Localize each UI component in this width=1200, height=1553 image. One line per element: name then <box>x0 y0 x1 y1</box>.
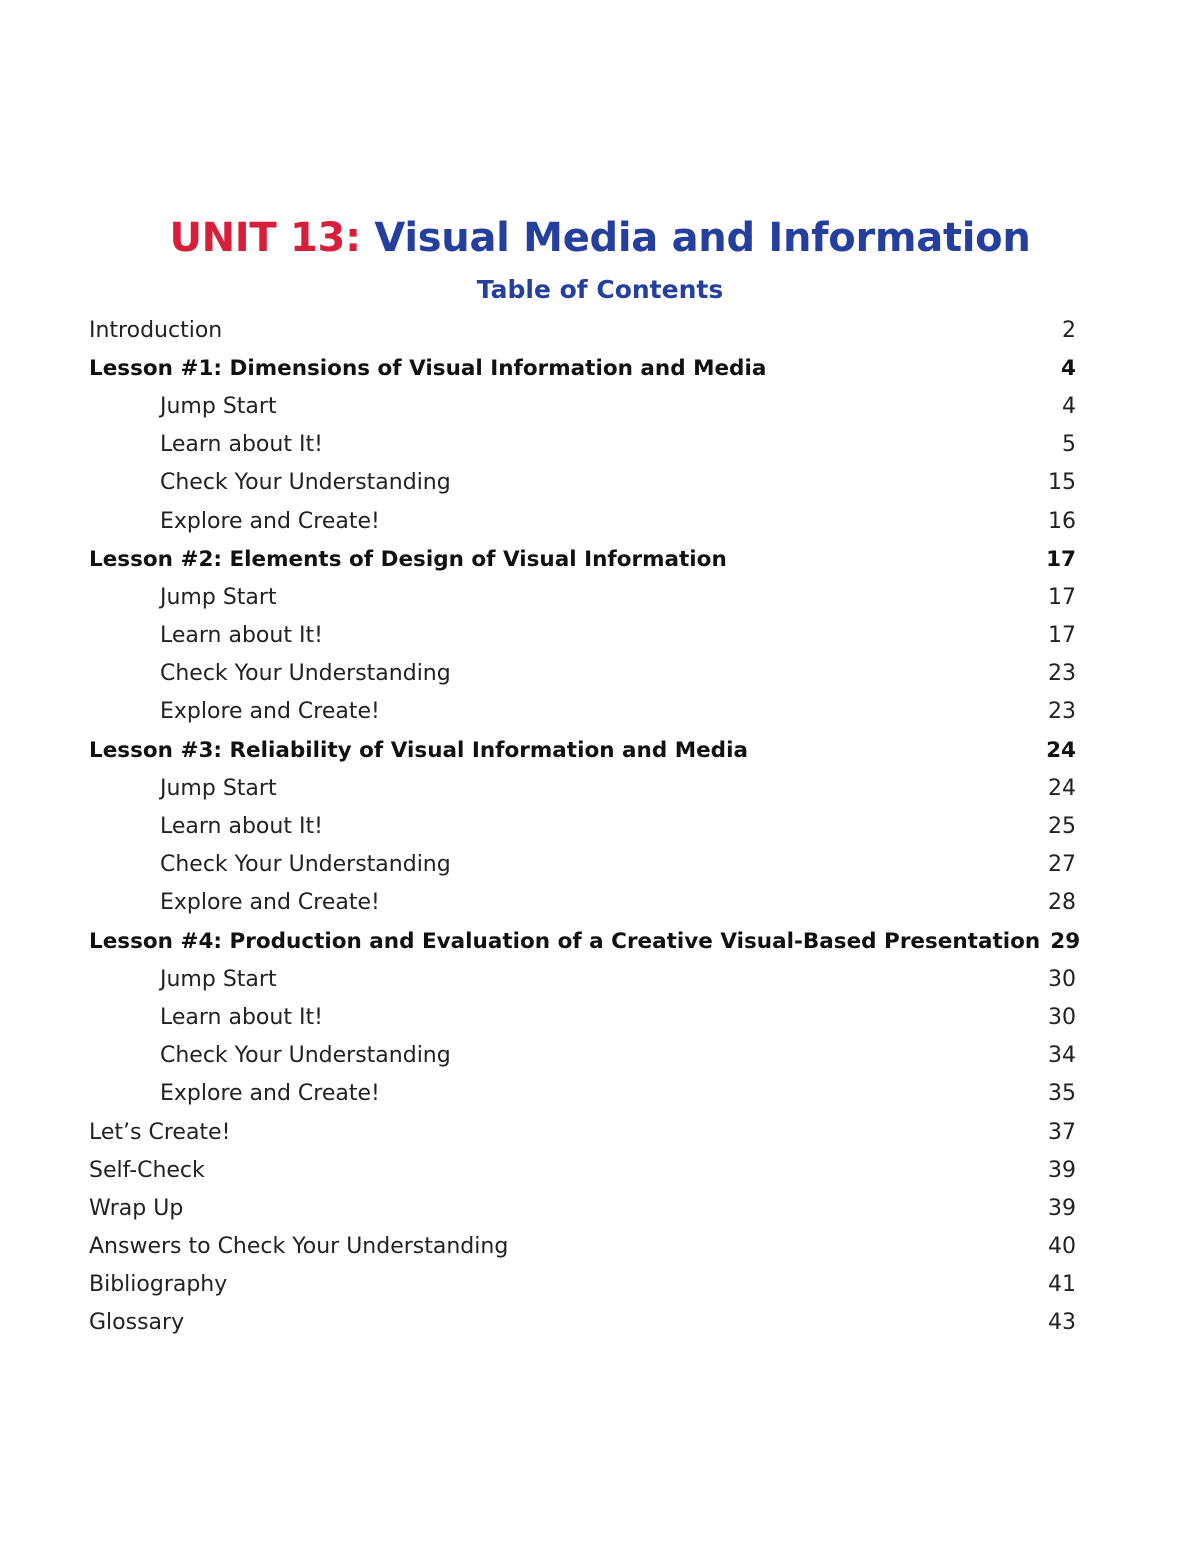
toc-sub-entry[interactable] <box>89 617 1076 655</box>
toc-sub-entry[interactable] <box>89 884 1076 922</box>
toc-lesson-entry[interactable] <box>89 540 1076 578</box>
toc-entry[interactable] <box>89 1189 1076 1227</box>
toc-page-number: 39 <box>1048 1195 1076 1221</box>
toc-heading: Table of Contents <box>476 275 724 304</box>
toc-page-number: 37 <box>1048 1119 1076 1145</box>
toc-entry-label: Check Your Understanding <box>160 661 451 687</box>
toc-page-number: 29 <box>1050 928 1081 954</box>
toc-entry[interactable] <box>89 311 1076 349</box>
toc-entry[interactable] <box>89 1151 1076 1189</box>
toc-entry-label: Lesson #2: Elements of Design of Visual Information <box>89 546 727 572</box>
toc-sub-entry[interactable] <box>89 807 1076 845</box>
toc-page-number: 23 <box>1048 699 1076 725</box>
toc-page-number: 24 <box>1048 775 1076 801</box>
toc-entry-label: Glossary <box>89 1310 185 1336</box>
toc-entry-label: Self-Check <box>89 1157 205 1183</box>
toc-entry-label: Answers to Check Your Understanding <box>89 1234 509 1260</box>
toc-sub-entry[interactable] <box>89 426 1076 464</box>
toc-entry-label: Jump Start <box>160 393 277 419</box>
toc-page-number: 23 <box>1048 661 1076 687</box>
table-of-contents <box>89 311 1081 1342</box>
toc-entry-label: Learn about It! <box>160 623 323 649</box>
toc-entry-label: Learn about It! <box>160 1004 323 1030</box>
toc-page-number: 27 <box>1048 852 1076 878</box>
unit-name: Visual Media and Information <box>374 215 1031 261</box>
toc-sub-entry[interactable] <box>89 1075 1076 1113</box>
toc-page-number: 34 <box>1048 1043 1076 1069</box>
toc-sub-entry[interactable] <box>89 1037 1076 1075</box>
toc-sub-entry[interactable] <box>89 960 1076 998</box>
toc-page-number: 30 <box>1048 966 1076 992</box>
toc-sub-entry[interactable] <box>89 502 1076 540</box>
toc-page-number: 40 <box>1048 1234 1076 1260</box>
toc-entry-label: Explore and Create! <box>160 508 380 534</box>
toc-sub-entry[interactable] <box>89 693 1076 731</box>
toc-entry-label: Explore and Create! <box>160 890 380 916</box>
toc-entry-label: Jump Start <box>160 775 277 801</box>
toc-page-number: 15 <box>1048 470 1076 496</box>
toc-entry-label: Check Your Understanding <box>160 470 451 496</box>
toc-page-number: 24 <box>1046 737 1076 763</box>
toc-sub-entry[interactable] <box>89 769 1076 807</box>
toc-sub-entry[interactable] <box>89 655 1076 693</box>
unit-number: UNIT 13: <box>169 215 361 261</box>
toc-entry-label: Check Your Understanding <box>160 852 451 878</box>
toc-page-number: 2 <box>1062 317 1076 343</box>
toc-page-number: 25 <box>1048 814 1076 840</box>
toc-entry-label: Introduction <box>89 317 223 343</box>
toc-sub-entry[interactable] <box>89 846 1076 884</box>
toc-entry-label: Lesson #3: Reliability of Visual Information and Media <box>89 737 748 763</box>
toc-entry[interactable] <box>89 1304 1076 1342</box>
toc-entry-label: Bibliography <box>89 1272 228 1298</box>
toc-page-number: 39 <box>1048 1157 1076 1183</box>
toc-sub-entry[interactable] <box>89 578 1076 616</box>
toc-entry[interactable] <box>89 1228 1076 1266</box>
toc-page-number: 4 <box>1062 393 1076 419</box>
toc-sub-entry[interactable] <box>89 998 1076 1036</box>
toc-entry-label: Explore and Create! <box>160 699 380 725</box>
toc-page-number: 17 <box>1046 546 1076 572</box>
toc-page-number: 4 <box>1061 355 1076 381</box>
toc-page-number: 43 <box>1048 1310 1076 1336</box>
toc-page-number: 16 <box>1048 508 1076 534</box>
toc-entry-label: Lesson #4: Production and Evaluation of a Creative Visual-Based Presentation <box>89 928 1041 954</box>
toc-entry[interactable] <box>89 1113 1076 1151</box>
toc-entry-label: Learn about It! <box>160 432 323 458</box>
toc-entry-label: Lesson #1: Dimensions of Visual Information and Media <box>89 355 767 381</box>
toc-entry-label: Let’s Create! <box>89 1119 231 1145</box>
toc-lesson-entry[interactable] <box>89 731 1076 769</box>
toc-page-number: 35 <box>1048 1081 1076 1107</box>
toc-page-number: 30 <box>1048 1004 1076 1030</box>
toc-page-number: 17 <box>1048 623 1076 649</box>
toc-entry[interactable] <box>89 1266 1076 1304</box>
unit-title <box>0 210 1200 266</box>
toc-entry-label: Jump Start <box>160 584 277 610</box>
toc-entry-label: Wrap Up <box>89 1195 184 1221</box>
toc-lesson-entry[interactable] <box>89 922 1081 960</box>
toc-lesson-entry[interactable] <box>89 349 1076 387</box>
toc-sub-entry[interactable] <box>89 464 1076 502</box>
toc-page-number: 5 <box>1062 432 1076 458</box>
toc-sub-entry[interactable] <box>89 387 1076 425</box>
toc-entry-label: Check Your Understanding <box>160 1043 451 1069</box>
toc-page-number: 28 <box>1048 890 1076 916</box>
toc-entry-label: Jump Start <box>160 966 277 992</box>
toc-entry-label: Explore and Create! <box>160 1081 380 1107</box>
toc-entry-label: Learn about It! <box>160 814 323 840</box>
toc-page-number: 17 <box>1048 584 1076 610</box>
toc-page-number: 41 <box>1048 1272 1076 1298</box>
